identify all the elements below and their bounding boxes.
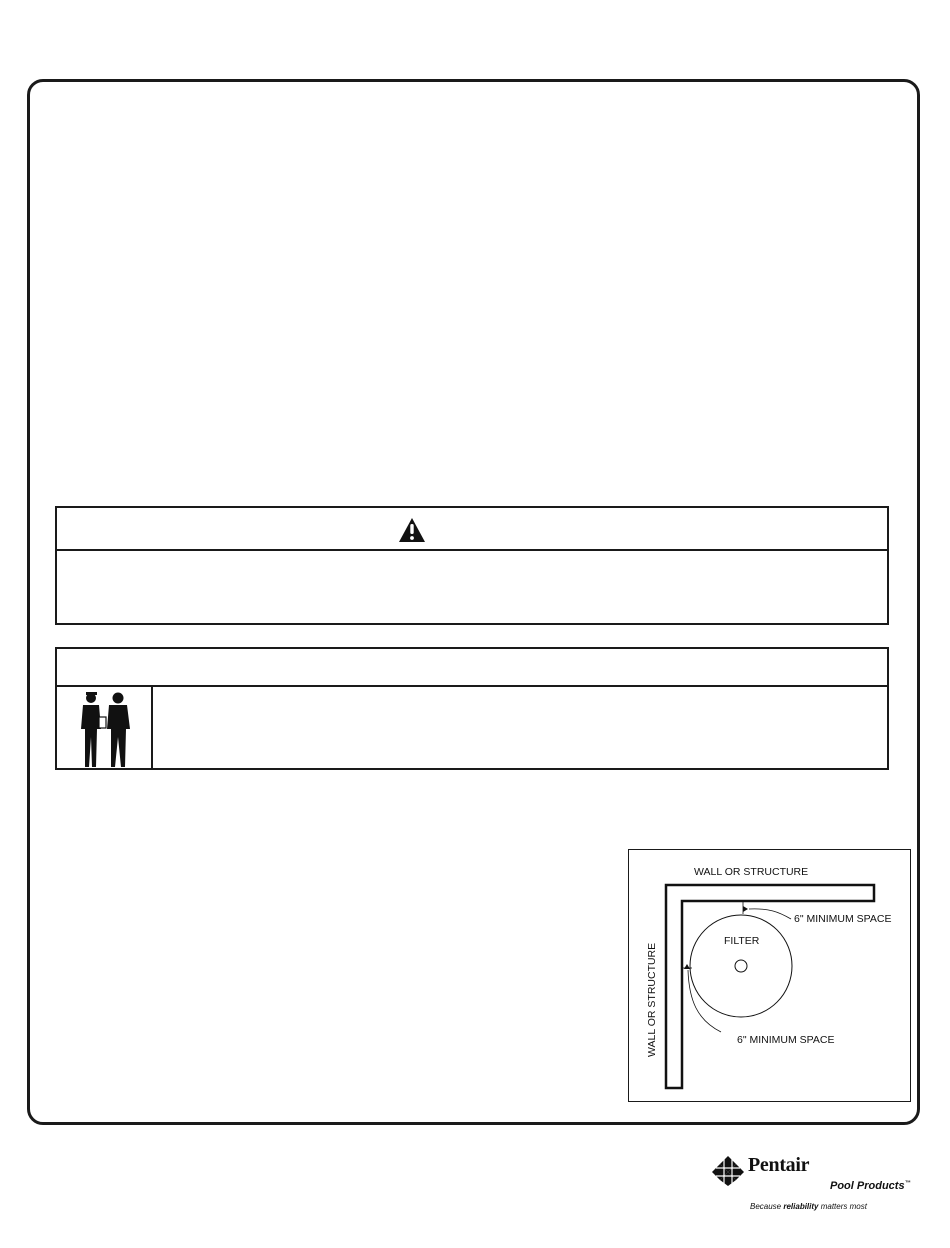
warning-header: [57, 508, 887, 551]
pentair-brand: [712, 1146, 922, 1216]
warning-triangle-icon: [398, 517, 426, 543]
notice-box: [55, 647, 889, 770]
side-wall-label: WALL OR STRUCTURE: [646, 942, 658, 1057]
pentair-logo-icon: [712, 1154, 746, 1186]
filter-center: [735, 960, 747, 972]
notice-header: [57, 649, 887, 687]
brand-subtitle: Pool Products™: [830, 1180, 911, 1192]
installers-icon: [77, 689, 135, 769]
top-space-label: 6" MINIMUM SPACE: [794, 913, 892, 925]
side-space-label: 6" MINIMUM SPACE: [737, 1034, 835, 1046]
clearance-diagram: [628, 849, 911, 1102]
notice-pictogram-cell: [57, 687, 153, 768]
brand-name: Pentair: [748, 1154, 810, 1176]
warning-box: [55, 506, 889, 625]
filter-label: FILTER: [724, 935, 760, 947]
brand-tagline: Because reliability matters most: [750, 1202, 867, 1211]
top-wall-label: WALL OR STRUCTURE: [694, 866, 809, 878]
filter-circle: [690, 915, 792, 1017]
